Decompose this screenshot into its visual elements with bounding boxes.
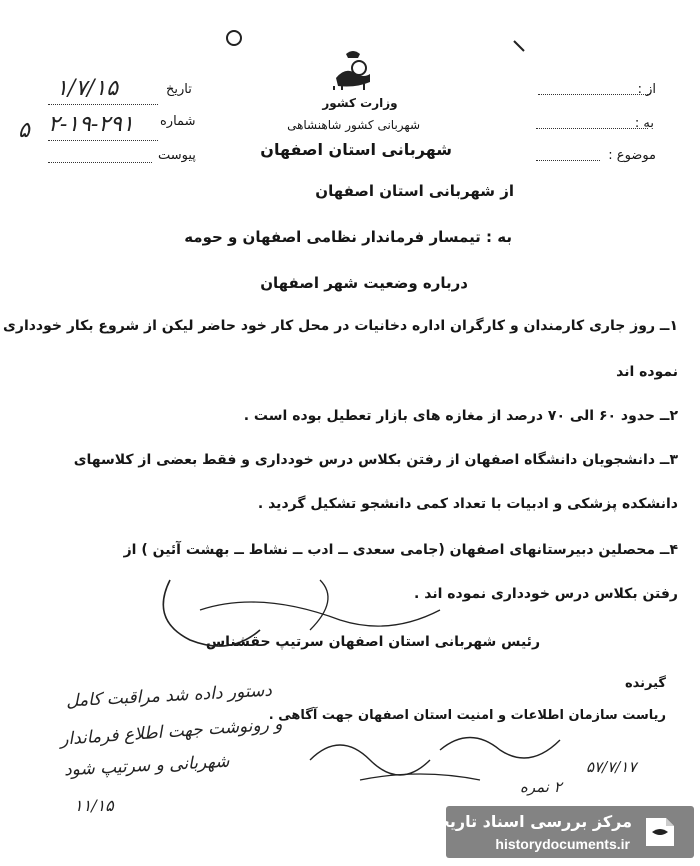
recipients-label: گیرنده: [624, 676, 666, 691]
handwritten-note-1: دستور داده شد مراقبت کامل: [65, 680, 273, 712]
to-field-label: به :: [634, 116, 654, 131]
from-field-label: از :: [637, 82, 656, 97]
attachment-underline: [48, 162, 152, 163]
subject-field-line: [536, 160, 600, 161]
handwritten-number: ۲-۱۹-۲۹۱: [48, 112, 134, 137]
handwritten-stamp-small: ۲ نمره: [520, 778, 562, 796]
department-line-2: شهربانی استان اصفهان: [260, 140, 452, 159]
handwritten-bottom-left: ۱۱/۱۵: [74, 796, 114, 815]
handwritten-date: ۱/۷/۱۵: [56, 76, 119, 101]
item-3-line-a: ۳ــ دانشجویان دانشگاه اصفهان از رفتن بکلاس درس خودداری و فقط بعضی از کلاسهای: [73, 452, 678, 468]
handwritten-side-mark: ۵: [18, 118, 30, 143]
subject-field-label: موضوع :: [608, 148, 656, 163]
department-line-1: شهربانی کشور شاهنشاهی: [287, 118, 420, 132]
to-line: به : تیمسار فرماندار نظامی اصفهان و حومه: [184, 228, 512, 246]
corner-tick-mark: [512, 38, 526, 52]
item-4-line-a: ۴ــ محصلین دبیرستانهای اصفهان (جامی سعدی ــ ادب ــ نشاط ــ بهشت آئین ) از: [123, 542, 678, 558]
ministry-title: وزارت کشور: [322, 96, 398, 110]
date-underline: [48, 104, 158, 105]
item-1-line-b: نموده اند: [616, 364, 678, 380]
date-label: تاریخ: [166, 82, 192, 97]
item-3-line-b: دانشکده پزشکی و ادبیات با تعداد کمی دانشجو تشکیل گردید .: [257, 496, 678, 512]
handwritten-stamp-number: ۵۷/۷/۱۷: [586, 758, 637, 776]
from-line: از شهربانی استان اصفهان: [315, 182, 514, 200]
to-field-line: [536, 128, 648, 129]
watermark-url[interactable]: historydocuments.ir: [495, 836, 630, 852]
signature-scribble: [140, 560, 460, 660]
archive-logo-icon: [640, 812, 680, 852]
recipients-line: ریاست سازمان اطلاعات و امنیت استان اصفهان جهت آگاهی .: [268, 708, 666, 723]
lower-scribbles: [300, 720, 600, 790]
number-label: شماره: [160, 114, 196, 129]
handwritten-note-2: و رونوشت جهت اطلاع فرماندار: [59, 714, 284, 750]
lion-sun-crest-icon: [326, 48, 380, 92]
handwritten-note-3: شهربانی و سرتیپ شود: [63, 751, 230, 781]
attachment-label: پیوست: [158, 148, 196, 163]
corner-circle-mark: [226, 30, 242, 46]
subject-line: درباره وضعیت شهر اصفهان: [260, 274, 468, 292]
from-field-line: [538, 94, 648, 95]
item-4-line-b: رفتن بکلاس درس خودداری نموده اند .: [414, 586, 678, 602]
item-1-line-a: ۱ــ روز جاری کارمندان و کارگران اداره دخانیات در محل کار خود حاضر لیکن از شروع بکار خودداری: [3, 318, 678, 334]
signature-line: رئیس شهربانی استان اصفهان سرتیپ حقشناس: [205, 634, 540, 650]
number-underline: [48, 140, 158, 141]
watermark-title: مرکز بررسی اسناد تاریخی: [422, 812, 632, 831]
item-2-line: ۲ــ حدود ۶۰ الی ۷۰ درصد از مغازه های بازار تعطیل بوده است .: [243, 408, 678, 424]
